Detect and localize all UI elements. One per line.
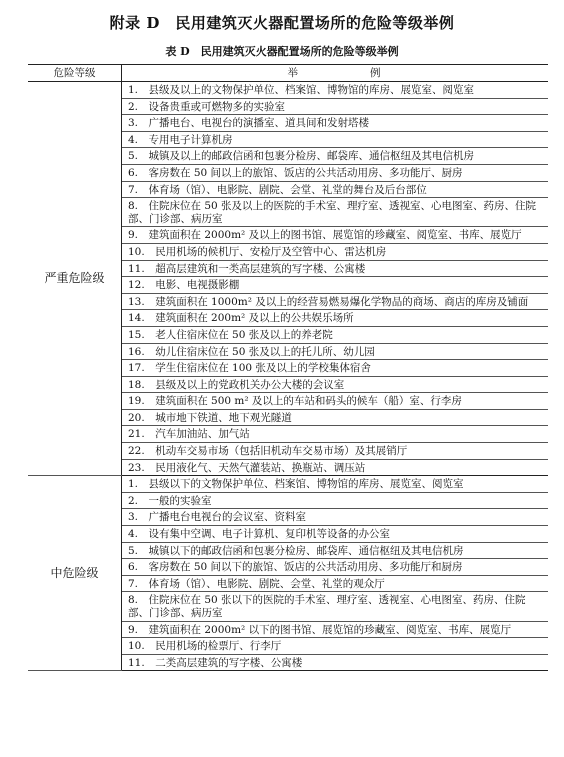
table-body bbox=[28, 82, 548, 671]
example-cell: 11. 二类高层建筑的写字楼、公寓楼 bbox=[122, 654, 549, 671]
example-cell: 20. 城市地下铁道、地下观光隧道 bbox=[122, 409, 549, 426]
page-title: 附录 D 民用建筑灭火器配置场所的危险等级举例 bbox=[109, 14, 455, 32]
example-cell: 1. 县级及以上的文物保护单位、档案馆、博物馆的库房、展览室、阅览室 bbox=[122, 82, 549, 99]
example-cell: 16. 幼儿住宿床位在 50 张及以上的托儿所、幼儿园 bbox=[122, 343, 549, 360]
example-cell: 10. 民用机场的检票厅、行李厅 bbox=[122, 638, 549, 655]
example-cell: 13. 建筑面积在 1000m² 及以上的经营易燃易爆化学物品的商场、商店的库房及铺面 bbox=[122, 293, 549, 310]
example-cell: 12. 电影、电视摄影棚 bbox=[122, 277, 549, 294]
hazard-level-table bbox=[28, 64, 548, 671]
example-cell: 11. 超高层建筑和一类高层建筑的写字楼、公寓楼 bbox=[122, 260, 549, 277]
hazard-level-cell: 中危险级 bbox=[28, 476, 122, 671]
example-cell: 21. 汽车加油站、加气站 bbox=[122, 426, 549, 443]
example-cell: 3. 广播电台、电视台的演播室、道具间和发射塔楼 bbox=[122, 115, 549, 132]
example-cell: 6. 客房数在 50 间以上的旅馆、饭店的公共活动用房、多功能厅、厨房 bbox=[122, 164, 549, 181]
example-cell: 23. 民用液化气、天然气灌装站、换瓶站、调压站 bbox=[122, 459, 549, 476]
example-cell: 18. 县级及以上的党政机关办公大楼的会议室 bbox=[122, 376, 549, 393]
example-cell: 19. 建筑面积在 500 m² 及以上的车站和码头的候车（船）室、行李房 bbox=[122, 393, 549, 410]
header-example bbox=[122, 65, 549, 82]
header-level: 危险等级 bbox=[28, 65, 122, 82]
example-cell: 4. 设有集中空调、电子计算机、复印机等设备的办公室 bbox=[122, 526, 549, 543]
header-example-left: 举 bbox=[287, 66, 300, 79]
example-cell: 7. 体育场（馆）、电影院、剧院、会堂、礼堂的观众厅 bbox=[122, 575, 549, 592]
example-cell: 4. 专用电子计算机房 bbox=[122, 131, 549, 148]
example-cell: 22. 机动车交易市场（包括旧机动车交易市场）及其展销厅 bbox=[122, 443, 549, 460]
example-cell: 2. 设备贵重或可燃物多的实验室 bbox=[122, 98, 549, 115]
example-cell: 14. 建筑面积在 200m² 及以上的公共娱乐场所 bbox=[122, 310, 549, 327]
example-cell: 5. 城镇以下的邮政信函和包裹分检房、邮袋库、通信枢纽及其电信机房 bbox=[122, 542, 549, 559]
table-header-row bbox=[28, 65, 548, 82]
example-cell: 7. 体育场（馆）、电影院、剧院、会堂、礼堂的舞台及后台部位 bbox=[122, 181, 549, 198]
example-cell: 1. 县级以下的文物保护单位、档案馆、博物馆的库房、展览室、阅览室 bbox=[122, 476, 549, 493]
table-row bbox=[28, 82, 548, 99]
table-caption: 表 D 民用建筑灭火器配置场所的危险等级举例 bbox=[165, 45, 399, 58]
example-cell: 8. 住院床位在 50 张以下的医院的手术室、理疗室、透视室、心电图室、药房、住院部、门诊部、病历室 bbox=[122, 592, 549, 621]
example-cell: 3. 广播电台电视台的会议室、资料室 bbox=[122, 509, 549, 526]
example-cell: 8. 住院床位在 50 张及以上的医院的手术室、理疗室、透视室、心电图室、药房、住院部、门诊部、病历室 bbox=[122, 198, 549, 227]
header-example-right: 例 bbox=[370, 66, 383, 79]
example-cell: 17. 学生住宿床位在 100 张及以上的学校集体宿舍 bbox=[122, 360, 549, 377]
table-row bbox=[28, 476, 548, 493]
example-cell: 9. 建筑面积在 2000m² 以下的图书馆、展览馆的珍藏室、阅览室、书库、展览厅 bbox=[122, 621, 549, 638]
example-cell: 6. 客房数在 50 间以下的旅馆、饭店的公共活动用房、多功能厅和厨房 bbox=[122, 559, 549, 576]
example-cell: 15. 老人住宿床位在 50 张及以上的养老院 bbox=[122, 326, 549, 343]
example-cell: 5. 城镇及以上的邮政信函和包裹分检房、邮袋库、通信枢纽及其电信机房 bbox=[122, 148, 549, 165]
example-cell: 9. 建筑面积在 2000m² 及以上的图书馆、展览馆的珍藏室、阅览室、书库、展览厅 bbox=[122, 227, 549, 244]
hazard-level-cell: 严重危险级 bbox=[28, 82, 122, 476]
example-cell: 10. 民用机场的候机厅、安检厅及空管中心、雷达机房 bbox=[122, 243, 549, 260]
example-cell: 2. 一般的实验室 bbox=[122, 492, 549, 509]
